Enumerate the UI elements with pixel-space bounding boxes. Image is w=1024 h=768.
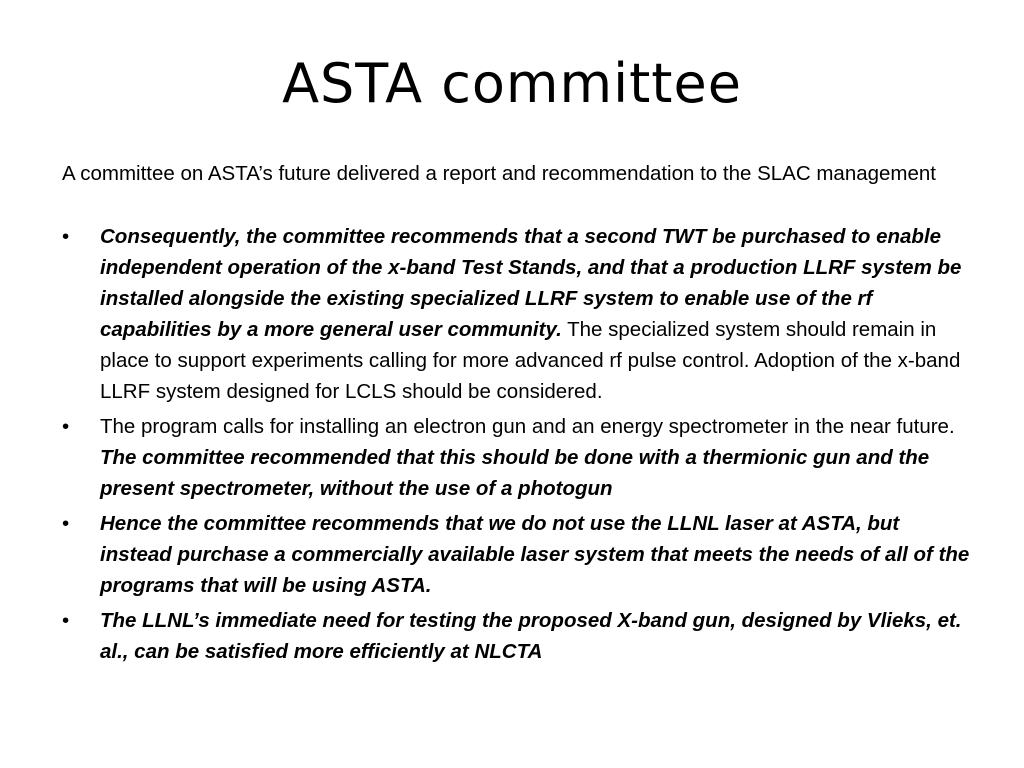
- bullet-item-twt-llrf: [62, 221, 972, 407]
- slide-title: ASTA committee: [282, 52, 742, 115]
- bullet-emphasis-text: Consequently, the committee recommends that a second TWT be purchased to enable independent operation of the x-band Test Stands, and that a production LLRF system be installed alongside the existing specialized LLRF system to enable use of the rf capabilities by a more general user community.: [100, 225, 962, 341]
- bullet-emphasis-text: The committee recommended that this should be done with a thermionic gun and the present spectrometer, without the use of a photogun: [100, 446, 930, 500]
- bullet-marker: •: [62, 415, 70, 438]
- bullet-list: [62, 221, 972, 667]
- bullet-marker: •: [62, 225, 70, 248]
- bullet-item-xband-gun: [62, 605, 972, 667]
- bullet-item-laser: [62, 508, 972, 601]
- intro-paragraph: A committee on ASTA’s future delivered a report and recommendation to the SLAC management: [62, 162, 937, 185]
- bullet-marker: •: [62, 609, 70, 632]
- bullet-marker: •: [62, 512, 70, 535]
- bullet-emphasis-text: Hence the committee recommends that we do not use the LLNL laser at ASTA, but instead purchase a commercially available laser system that meets the needs of all of the programs that will be using ASTA.: [100, 512, 970, 597]
- bullet-body-text: The specialized system should remain in place to support experiments calling for more advanced rf pulse control. Adoption of the x-band LLRF system designed for LCLS should be considered.: [100, 318, 961, 403]
- bullet-item-electron-gun: [62, 411, 972, 504]
- slide-body: [62, 158, 972, 671]
- bullet-emphasis-text: The LLNL’s immediate need for testing the proposed X-band gun, designed by Vlieks, et. al., can be satisfied more efficiently at NLCTA: [100, 609, 962, 663]
- bullet-body-text: The program calls for installing an electron gun and an energy spectrometer in the near future.: [100, 415, 955, 438]
